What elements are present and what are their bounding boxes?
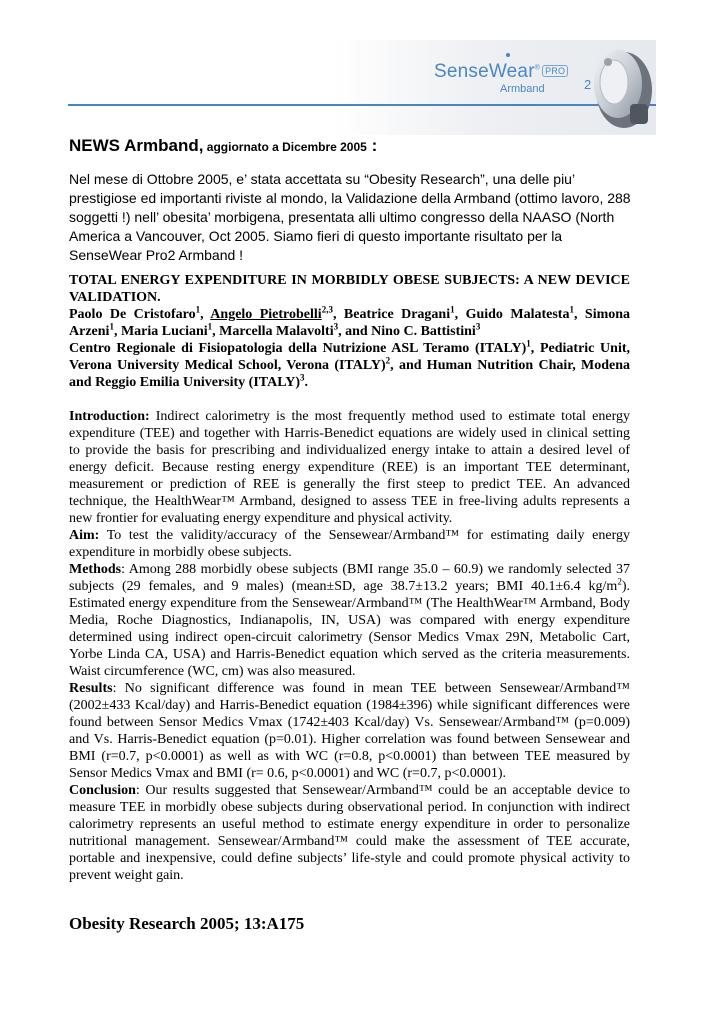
logo-dot-icon	[506, 53, 510, 57]
methods-label: Methods	[69, 562, 122, 577]
logo-subtitle: Armband	[500, 83, 545, 95]
armband-device-icon	[586, 42, 656, 132]
introduction-label: Introduction:	[69, 409, 150, 424]
logo-brand: SenseWear® PRO	[434, 61, 568, 83]
paper-title: TOTAL ENERGY EXPENDITURE IN MORBIDLY OBESE SUBJECTS: A NEW DEVICE VALIDATION.	[69, 273, 630, 305]
logo-pro-badge: PRO	[542, 65, 568, 77]
citation: Obesity Research 2005; 13:A175	[69, 914, 305, 933]
paper-affiliations: Centro Regionale di Fisiopatologia della Nutrizione ASL Teramo (ITALY)$^1$, Pediatric Unit, Verona University Medical School, Verona (ITALY)$^2$, and Human Nutrition Chair, Modena and Reggio Emilia University (ITALY)$^3$.	[69, 338, 631, 390]
results-label: Results	[69, 681, 113, 696]
news-updated: aggiornato a Dicembre 2005	[203, 140, 367, 154]
section-introduction: Introduction: Indirect calorimetry is the most frequently method used to estimate total energy expenditure (TEE) and together with Harris-Benedict equations are widely used in clinical setting to provide the basis for prescribing and individualized energy intake to attain a desired level of energy deficit. Because resting energy expenditure (REE) is an important TEE determinant, measurement or prediction of REE is generally the first steep to predict TEE. An advanced technique, the HealthWear™ Armband, designed to assess TEE in free-living adults represents a new frontier for evaluating energy expenditure and physical activity.	[69, 409, 630, 526]
section-conclusion: Conclusion: Our results suggested that Sensewear/Armband™ could be an acceptable device to measure TEE in morbidly obese subjects during observational period. In conjunction with indirect calorimetry represents an useful method to estimate energy expenditure in order to personalize nutritional management. Sensewear/Armband™ could make the assessment of TEE accurate, portable and inexpensive, could define subjects’ life-style and could promote physical activity to prevent weight gain.	[69, 783, 630, 883]
section-methods: Methods: Among 288 morbidly obese subjects (BMI range 35.0 – 60.9) we randomly selected 37 subjects (29 females, and 9 males) (mean±SD, age 38.7±13.2 years; BMI 40.1±6.4 $kg/m^2$). Estimated energy expenditure from the Sensewear/Armband™ (The HealthWear™ Armband, Body Media, Roche Diagnostics, Indianapolis, IN, USA) was compared with energy expenditure determined using indirect open-circuit calorimetry (Sensor Medics Vmax 29N, Metabolic Cart, Yorbe Linda CA, USA) and Harris-Benedict equation which served as the criteria measurements. Waist circumference (WC, cm) was also measured.	[69, 562, 630, 679]
sensewear-logo	[434, 55, 592, 100]
news-title: NEWS Armband, aggiornato a Dicembre 2005 :	[69, 136, 378, 155]
section-aim: Aim: To test the validity/accuracy of the Sensewear/Armband™ for estimating daily energy expenditure in morbidly obese subjects.	[69, 528, 630, 560]
section-results: Results: No significant difference was found in mean TEE between Sensewear/Armband™ (2002±433 Kcal/day) and Harris-Benedict equation (1984±396) while significant differences were found between Sensor Medics Vmax (1742±403 Kcal/day) Vs. Sensewear/Armband™ (p=0.009) and Vs. Harris-Benedict equation (p=0.01). Higher correlation was found between Sensewear and BMI (r=0.7, p<0.0001) as well as with WC (r=0.8, p<0.0001) than between TEE measured by Sensor Medics Vmax and BMI (r= 0.6, p<0.0001) and WC (r=0.7, p<0.0001).	[69, 681, 630, 781]
paper-authors: Paolo De Cristofaro$^1$, Angelo Pietrobelli$^{2,3}$, Beatrice Dragani$^1$, Guido Malatesta$^1$, Simona Arzeni$^1$, Maria Luciani$^1$, Marcella Malavolti$^3$, and Nino C. Battistini$^3$	[69, 304, 631, 339]
aim-label: Aim:	[69, 528, 100, 543]
logo-version: 2	[584, 77, 592, 92]
news-intro: Nel mese di Ottobre 2005, e’ stata accettata su “Obesity Research”, una delle piu’ prestigiose ed importanti riviste al mondo, la Validazione della Armband (ottimo lavoro, 288 soggetti !) nell’ obesita’ morbigena, presentata alli ultimo congresso della NAASO (North America a Vancouver, Oct 2005. Siamo fieri di questo importante risultato per la SenseWear Pro2 Armband !	[69, 171, 631, 263]
header-rule	[68, 104, 656, 106]
conclusion-label: Conclusion	[69, 783, 136, 798]
paper-abstract	[69, 272, 630, 884]
